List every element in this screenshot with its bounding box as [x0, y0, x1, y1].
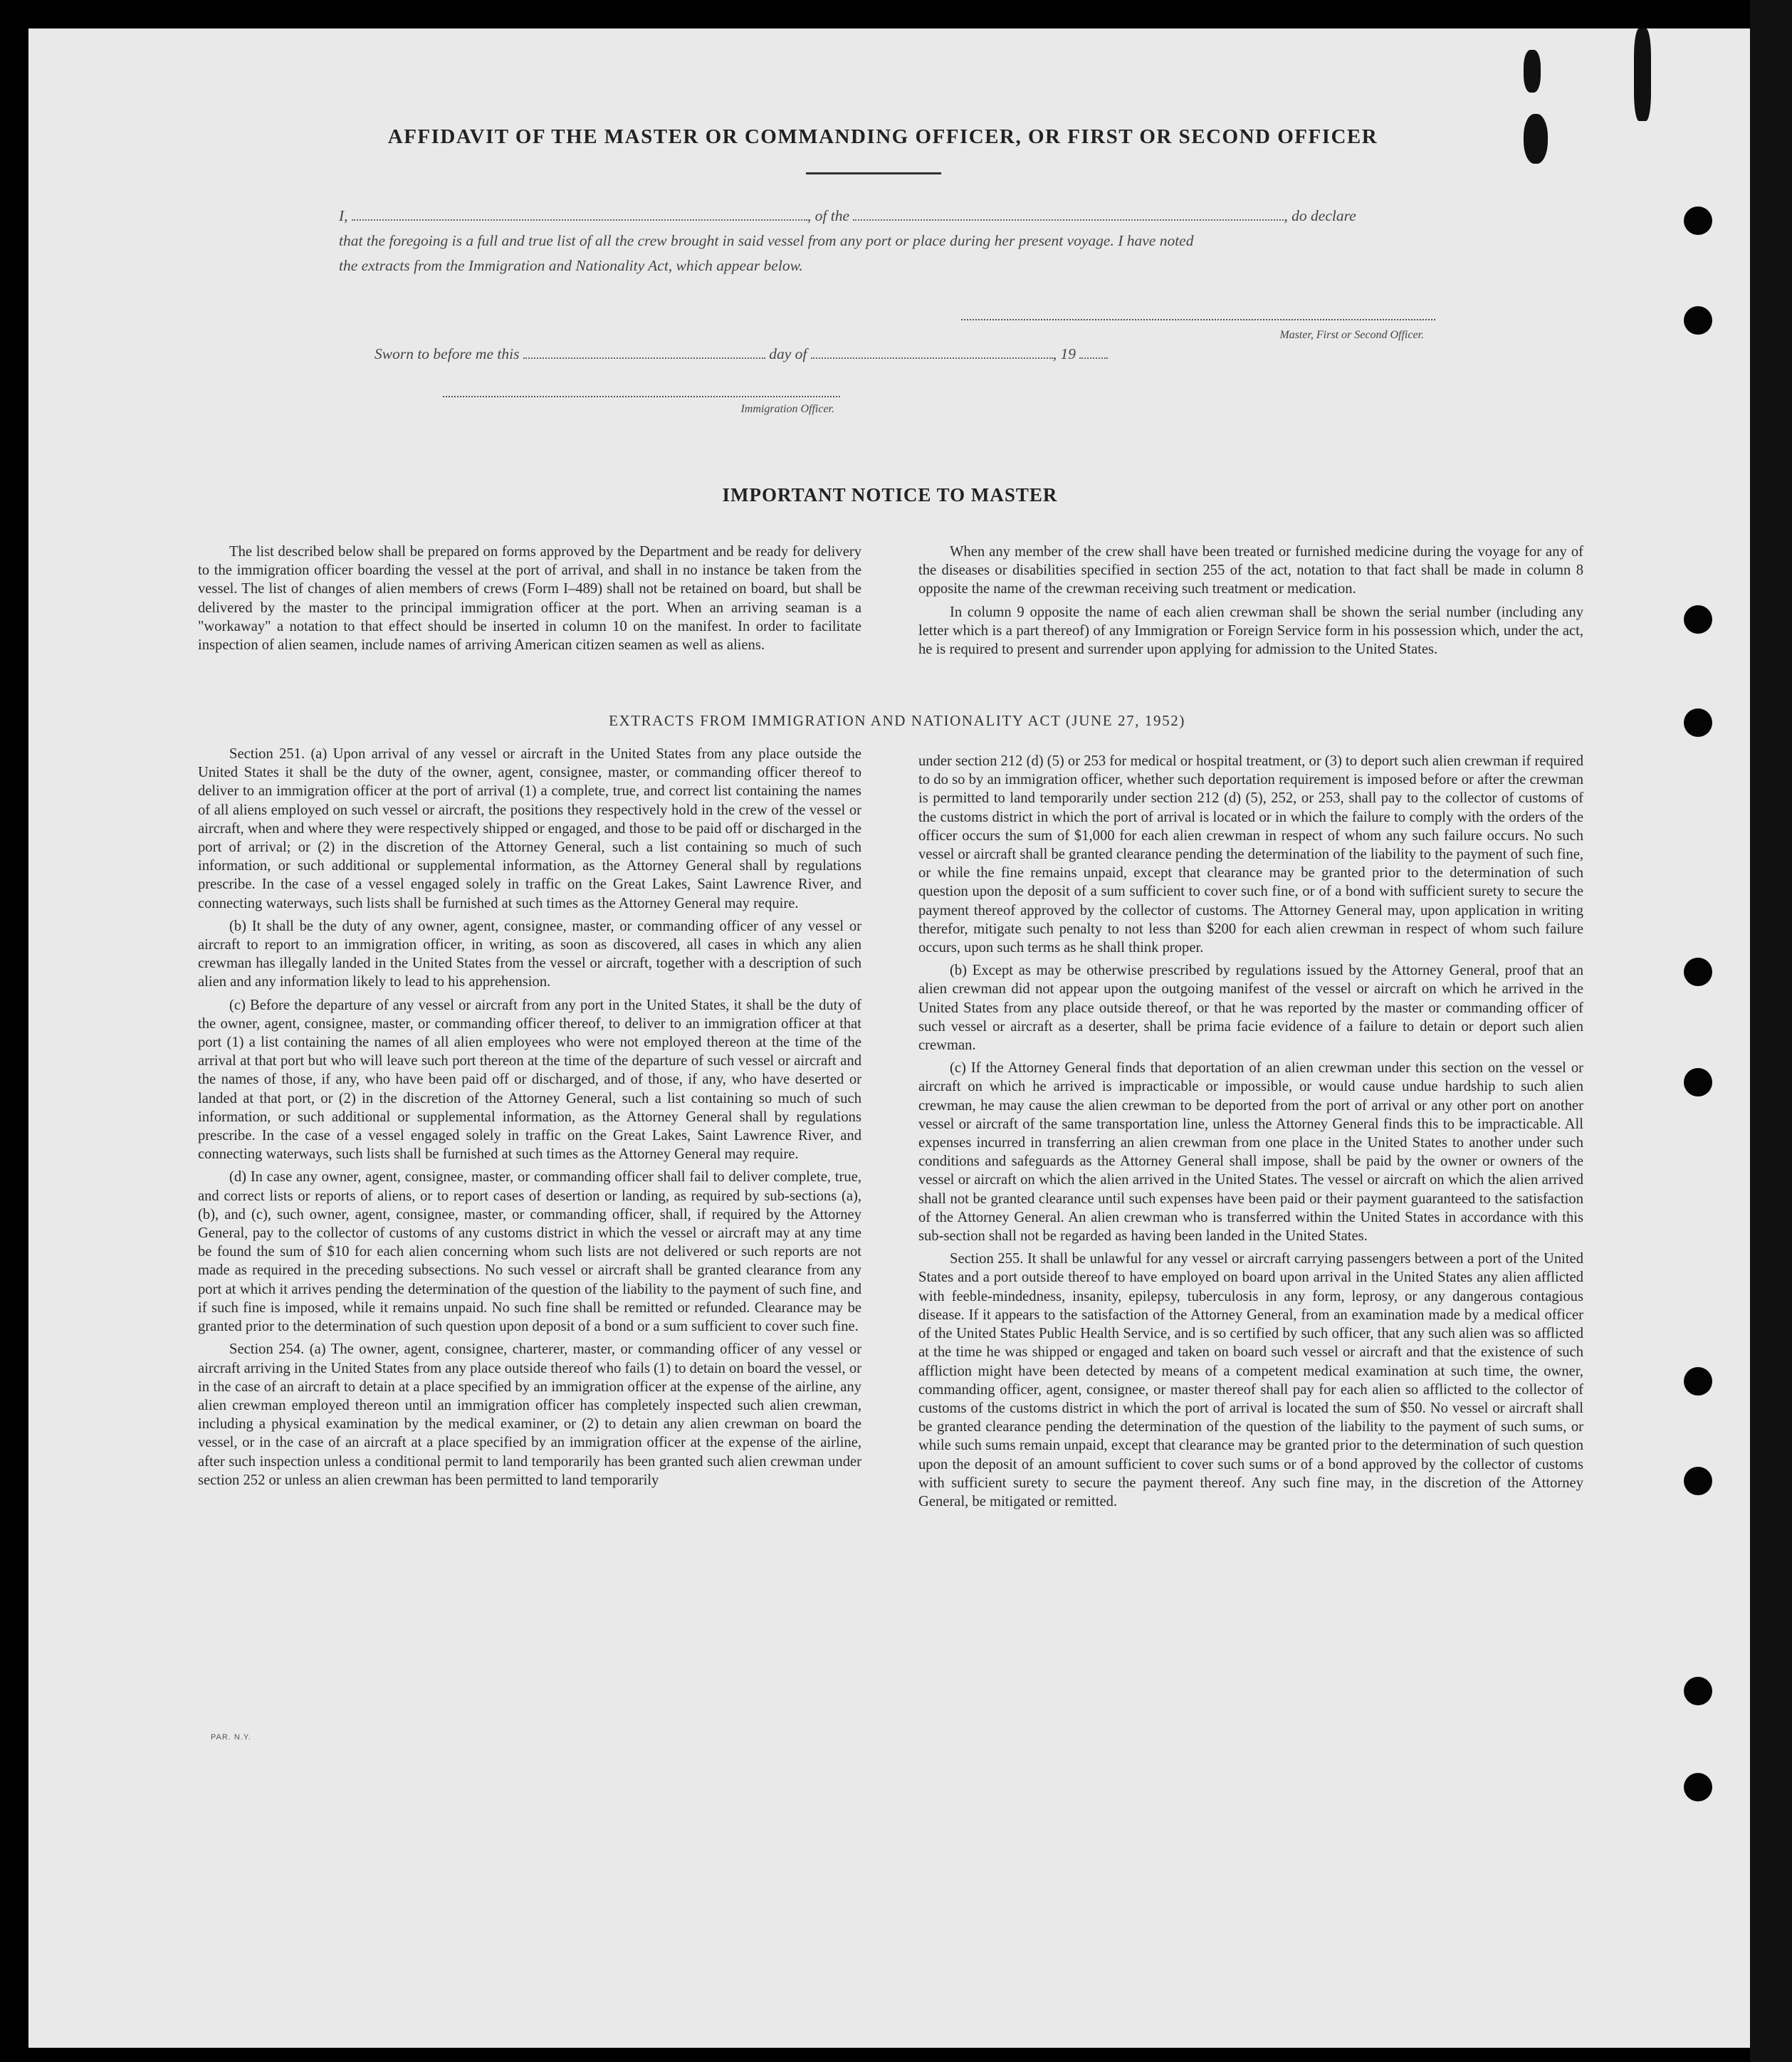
torn-mark	[1634, 28, 1651, 121]
master-signature-label: Master, First or Second Officer.	[1279, 329, 1424, 341]
section-paragraph: Section 251. (a) Upon arrival of any vessel or aircraft in the United States from any place outside the United States it shall be the duty of the owner, agent, consignee, master, or commanding officer thereof to deliver to an immigration officer at the port of arrival (1) a complete, true, and correct list containing the names of all aliens employed on such vessel or aircraft, the positions they respectively hold in the crew of the vessel or aircraft, when and where they were respectively shipped or engaged, and those to be paid off or discharged in the port of arrival; or (2) in the discretion of the Attorney General, such a list containing so much of such information, or such additional or supplemental information, as the Attorney General shall by regulations prescribe. In the case of a vessel engaged solely in traffic on the Great Lakes, Saint Lawrence River, and connecting waterways, such lists shall be furnished at such times as the Attorney General may require.	[198, 746, 861, 911]
officer-signature-label: Immigration Officer.	[740, 403, 834, 415]
section-paragraph: (c) If the Attorney General finds that deportation of an alien crewman under this section on the vessel or aircraft on which he arrived is impracticable or impossible, or would cause undue hardship to such alien crewman, he may cause the alien crewman to be deported from the port of arrival or any other port on another vessel or aircraft of the same transportation line, unless the Attorney General finds this to be impracticable. All expenses incurred in transferring an alien crewman from one place in the United States to another under such conditions and safeguards as the Attorney General shall impose, shall be paid by the owner or owners of the vessel or aircraft on which the alien arrived in the United States. The vessel or aircraft on which the alien arrived shall not be granted clearance until such expenses have been paid or their payment guaranteed to the satisfaction of the Attorney General. An alien crewman who is transferred within the United States in accordance with this sub-section shall not be regarded as having been landed in the United States.	[918, 1060, 1583, 1245]
year-label: , 19	[1052, 345, 1076, 362]
binder-hole	[1684, 708, 1712, 737]
day-of-label: day of	[769, 345, 807, 362]
section-paragraph: (b) Except as may be otherwise prescribed by regulations issued by the Attorney General, proof that an alien crewman did not appear upon the outgoing manifest of the vessel or aircraft on which he arrived in the United States from any place outside thereof, or that he was reported by the master or commanding officer of such vessel or aircraft as a deserter, shall be prima facie evidence of a failure to detain or deport such alien crewman.	[918, 963, 1583, 1054]
affidavit-title: AFFIDAVIT OF THE MASTER OR COMMANDING OFFICER, OR FIRST OR SECOND OFFICER	[387, 125, 1378, 148]
section-paragraph: Section 254. (a) The owner, agent, consignee, charterer, master, or commanding officer of any vessel or aircraft arriving in the United States from any place outside thereof who fails (1) to detain on board the vessel, or in the case of an aircraft to detain at a place specified by an immigration officer at the expense of the airline, any alien crewman employed thereon until an immigration officer has completely inspected such alien crewman, including a physical examination by the medical examiner, or (2) to detain any alien crewman on board the vessel, or in the case of an aircraft at a place specified by an immigration officer at the expense of the airline, after such inspection unless a conditional permit to land temporarily has been granted such alien crewman under section 252 or unless an alien crewman has been permitted to land temporarily	[198, 1341, 861, 1488]
notice-left-column	[198, 543, 861, 659]
sworn-line	[374, 345, 1108, 363]
extracts-left-column	[198, 745, 861, 1494]
declare-of-the: , of the	[807, 207, 850, 224]
notice-right-column	[918, 543, 1583, 663]
declaration-text	[339, 204, 1435, 278]
binder-hole	[1684, 605, 1712, 634]
declaration-line-3: the extracts from the Immigration and Nationality Act, which appear below.	[339, 257, 803, 274]
binder-hole	[1684, 958, 1712, 986]
declare-do-declare: , do declare	[1284, 207, 1356, 224]
officer-signature-line[interactable]	[443, 396, 840, 397]
printer-code: PAR. N.Y.	[211, 1733, 251, 1742]
master-signature-line[interactable]	[961, 319, 1435, 320]
binder-hole	[1684, 306, 1712, 335]
sworn-label: Sworn to before me this	[374, 345, 520, 362]
declaration-line-1	[339, 204, 1435, 229]
binder-hole	[1684, 1773, 1712, 1801]
binder-hole	[1684, 1068, 1712, 1097]
binder-hole	[1684, 1677, 1712, 1705]
sworn-year-blank[interactable]	[1079, 345, 1108, 359]
title-underline	[806, 172, 941, 174]
sworn-day-blank[interactable]	[523, 345, 765, 359]
declaration-line-2: that the foregoing is a full and true list of all the crew brought in said vessel from any port or place during her present voyage. I have noted	[339, 232, 1194, 249]
notice-heading: IMPORTANT NOTICE TO MASTER	[722, 484, 1058, 506]
extracts-heading: EXTRACTS FROM IMMIGRATION AND NATIONALITY ACT (JUNE 27, 1952)	[609, 712, 1185, 729]
notice-paragraph: When any member of the crew shall have been treated or furnished medicine during the voyage for any of the diseases or disabilities specified in section 255 of the act, notation to that fact shall be made in column 8 opposite the name of the crewman receiving such treatment or medication.	[918, 544, 1583, 597]
binder-hole	[1684, 1467, 1712, 1495]
vessel-blank[interactable]	[853, 206, 1284, 221]
notice-paragraph: In column 9 opposite the name of each alien crewman shall be shown the serial number (including any letter which is a part thereof) of any Immigration or Foreign Service form in his possession which, under the act, he is required to present and surrender upon applying for admission to the United States.	[918, 604, 1583, 658]
section-paragraph: Section 255. It shall be unlawful for any vessel or aircraft carrying passengers between a port of the United States and a port outside thereof to have employed on board upon arrival in the United States any alien afflicted with feeble-mindedness, insanity, epilepsy, tuberculosis in any form, leprosy, or any dangerous contagious disease. If it appears to the satisfaction of the Attorney General, from an examination made by a medical officer of the United States Public Health Service, and is so certified by such officer, that any such alien was so afflicted at the time he was shipped or engaged and taken on board such vessel or aircraft and that the existence of such affliction might have been detected by means of a competent medical examination at such time, the owner, commanding officer, agent, consignee, or master thereof shall pay for each alien so afflicted to the collector of customs of the customs district in which the port of arrival is located the sum of $50. No vessel or aircraft shall be granted clearance pending the determination of the question of the liability to the payment of such sums, or while such sums remain unpaid, except that clearance may be granted prior to the determination of such question upon the deposit of an amount sufficient to cover such sums or of a bond approved by the collector of customs with sufficient surety to secure the payment thereof. Any such fine may, in the discretion of the Attorney General, be mitigated or remitted.	[918, 1251, 1583, 1509]
section-paragraph: (d) In case any owner, agent, consignee, master, or commanding officer shall fail to deliver complete, true, and correct lists or reports of aliens, or to report cases of desertion or landing, as required by sub-sections (a), (b), and (c), such owner, agent, consignee, master, or commanding officer, shall, if required by the Attorney General, pay to the collector of customs of any customs district in which the vessel or aircraft may at any time be found the sum of $10 for each alien concerning whom such lists are not delivered or such reports are not made as required in the preceding subsections. No such vessel or aircraft shall be granted clearance from any port at which it arrives pending the determination of the question of the liability to the payment of such fine, and if such fine is imposed, while it remains unpaid. No such fine shall be remitted or refunded. Clearance may be granted prior to the determination of such question upon deposit of a bond or a sum sufficient to cover such fine.	[198, 1169, 861, 1335]
binder-hole	[1684, 1367, 1712, 1396]
notice-paragraph: The list described below shall be prepared on forms approved by the Department and be ready for delivery to the immigration officer boarding the vessel at the port of arrival, and shall in no instance be taken from the vessel. The list of changes of alien members of crews (Form I–489) shall not be retained on board, but shall be delivered by the master to the principal immigration officer at the port. When an arriving seaman is a "workaway" a notation to that effect should be inserted in column 10 on the manifest. In order to facilitate inspection of alien seamen, include names of arriving American citizen seamen as well as aliens.	[198, 544, 861, 654]
binder-hole	[1684, 206, 1712, 235]
section-paragraph: (c) Before the departure of any vessel or aircraft from any port in the United States, it shall be the duty of the owner, agent, consignee, master, or commanding officer thereof, to deliver to an immigration officer at that port (1) a list containing the names of all alien employees who were not employed thereon at the time of the arrival at that port but who will leave such port thereon at the time of the departure of such vessel or aircraft and the names of those, if any, who have been paid off or discharged, and of those, if any, who have deserted or landed at that port, or (2) in the discretion of the Attorney General, such a list containing so much of such information, or such additional or supplemental information, as the Attorney General shall by regulations prescribe. In the case of a vessel engaged solely in traffic on the Great Lakes, Saint Lawrence River, and connecting waterways, such lists shall be furnished at such times as the Attorney General may require.	[198, 997, 861, 1163]
extracts-right-column	[918, 752, 1583, 1515]
scan-edge-right	[1750, 0, 1792, 2062]
section-paragraph: (b) It shall be the duty of any owner, agent, consignee, master, or commanding officer of any vessel or aircraft to report to an immigration officer, in writing, as soon as discovered, all cases in which any alien crewman has illegally landed in the United States from the vessel or aircraft, together with a description of such alien and any information likely to lead to his apprehension.	[198, 918, 861, 990]
torn-mark	[1524, 50, 1541, 93]
section-paragraph: under section 212 (d) (5) or 253 for medical or hospital treatment, or (3) to deport such alien crewman if required to do so by an immigration officer, whether such deportation requirement is imposed before or after the crewman is permitted to land temporarily under section 212 (d) (5), 252, or 253, shall pay to the collector of customs of the customs district in which the port of arrival is located or in which the failure to comply with the orders of the officer occurs the sum of $1,000 for each alien crewman in respect of whom any such failure occurs. No such vessel or aircraft shall be granted clearance pending the determination of the liability to the payment of such fine, or while the fine remains unpaid, except that clearance may be granted prior to the determination of such question upon the deposit of a sum sufficient to cover such fine, or of a bond with sufficient surety to secure the payment thereof approved by the collector of customs. The Attorney General may, upon application in writing therefor, mitigate such penalty to not less than $200 for each alien crewman in respect of whom such failure occurs, upon such terms as he shall think proper.	[918, 753, 1583, 956]
sworn-month-blank[interactable]	[811, 345, 1053, 359]
name-blank[interactable]	[352, 206, 807, 221]
torn-mark	[1524, 114, 1548, 164]
declare-i: I,	[339, 207, 348, 224]
